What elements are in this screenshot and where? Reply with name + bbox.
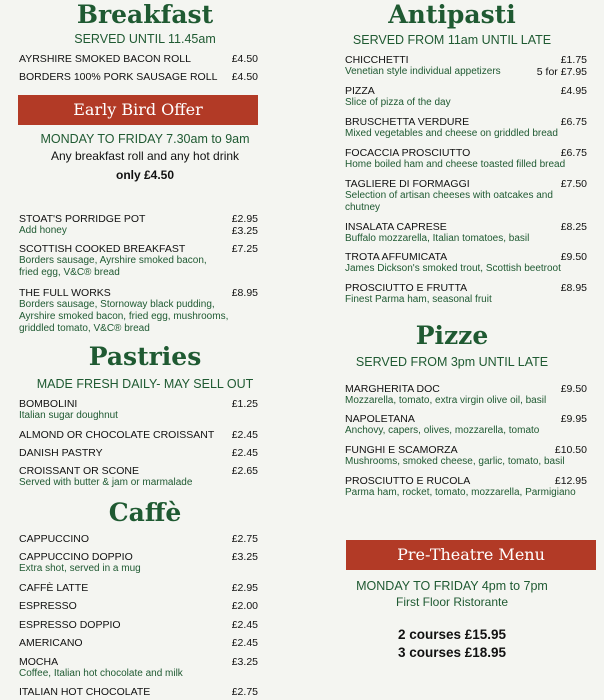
item-price: £3.25 [231,656,258,668]
item-desc: chutney [345,202,381,213]
item-desc: Ayrshire smoked bacon, fried egg, mushrooms, [19,311,229,322]
item-name: FOCACCIA PROSCIUTTO [345,147,471,159]
antipasti-title: Antipasti [388,0,516,29]
item-price: £4.50 [231,53,258,65]
item-desc: Finest Parma ham, seasonal fruit [345,294,492,305]
item-price: £6.75 [560,147,587,159]
item-name: TROTA AFFUMICATA [345,251,448,263]
item-name: THE FULL WORKS [19,287,111,299]
item-price: £2.95 [231,582,258,594]
item-desc: Italian sugar doughnut [19,410,118,421]
item-desc: Mixed vegetables and cheese on griddled bread [345,128,558,139]
item-name: ESPRESSO DOPPIO [19,619,121,631]
item-price: £9.50 [560,383,587,395]
item-name: DANISH PASTRY [19,447,103,459]
item-price: £8.95 [560,282,587,294]
item-desc: Borders sausage, Stornoway black pudding, [19,299,215,310]
item-price: £2.95 [231,213,258,225]
item-price: £2.65 [231,465,258,477]
item-name: INSALATA CAPRESE [345,221,447,233]
item-price: £2.00 [231,600,258,612]
caffe-title: Caffè [108,498,182,527]
breakfast-subtitle: SERVED UNTIL 11.45am [74,32,216,46]
item-name: CROISSANT OR SCONE [19,465,139,477]
pre-theatre-2-courses: 2 courses £15.95 [397,627,507,642]
item-name: BORDERS 100% PORK SAUSAGE ROLL [19,71,218,83]
item-price: £1.25 [231,398,258,410]
item-name: MOCHA [19,656,59,668]
item-desc: Selection of artisan cheeses with oatcakes and [345,190,553,201]
pre-theatre-banner: Pre-Theatre Menu [346,540,596,570]
item-price: £3.25 [231,225,258,237]
item-name: STOAT'S PORRIDGE POT [19,213,146,225]
item-name: FUNGHI E SCAMORZA [345,444,458,456]
item-desc: Parma ham, rocket, tomato, mozzarella, Parmigiano [345,487,576,498]
pre-theatre-3-courses: 3 courses £18.95 [397,645,507,660]
item-price: £4.95 [560,85,587,97]
item-desc: Served with butter & jam or marmalade [19,477,193,488]
item-name: TAGLIERE DI FORMAGGI [345,178,470,190]
item-price: £9.95 [560,413,587,425]
item-price: £2.75 [231,533,258,545]
item-price: £10.50 [554,444,587,456]
item-desc: Slice of pizza of the day [345,97,451,108]
item-desc: fried egg, V&C® bread [19,267,120,278]
early-bird-price: only £4.50 [115,168,175,182]
item-name: SCOTTISH COOKED BREAKFAST [19,243,186,255]
item-name: CAPPUCCINO DOPPIO [19,551,133,563]
pizze-subtitle: SERVED FROM 3pm UNTIL LATE [355,355,549,369]
item-name: MARGHERITA DOC [345,383,440,395]
antipasti-subtitle: SERVED FROM 11am UNTIL LATE [352,33,552,47]
item-name: PROSCIUTTO E FRUTTA [345,282,468,294]
item-name: ITALIAN HOT CHOCOLATE [19,686,151,698]
early-bird-hours: MONDAY TO FRIDAY 7.30am to 9am [40,132,250,146]
item-price: £2.45 [231,429,258,441]
item-name: NAPOLETANA [345,413,415,425]
item-desc: Buffalo mozzarella, Italian tomatoes, basil [345,233,530,244]
item-price: £2.45 [231,619,258,631]
item-price: £8.25 [560,221,587,233]
item-desc: Coffee, Italian hot chocolate and milk [19,668,183,679]
item-name: ESPRESSO [19,600,77,612]
item-price: £2.75 [231,686,258,698]
item-price: £4.50 [231,71,258,83]
item-price: £7.50 [560,178,587,190]
item-desc: griddled tomato, V&C® bread [19,323,150,334]
item-name: PIZZA [345,85,375,97]
item-desc: Mushrooms, smoked cheese, garlic, tomato, basil [345,456,565,467]
item-price: £6.75 [560,116,587,128]
item-price: £12.95 [554,475,587,487]
item-desc: Add honey [19,225,67,236]
item-desc: Borders sausage, Ayrshire smoked bacon, [19,255,207,266]
item-price: £3.25 [231,551,258,563]
breakfast-title: Breakfast [76,0,214,29]
item-price: £8.95 [231,287,258,299]
item-name: PROSCIUTTO E RUCOLA [345,475,471,487]
item-name: BRUSCHETTA VERDURE [345,116,470,128]
item-name: ALMOND OR CHOCOLATE CROISSANT [19,429,215,441]
item-name: BOMBOLINI [19,398,78,410]
pastries-subtitle: MADE FRESH DAILY- MAY SELL OUT [36,377,254,391]
pizze-title: Pizze [415,321,489,350]
item-desc: Extra shot, served in a mug [19,563,141,574]
item-price: £2.45 [231,637,258,649]
item-price: £2.45 [231,447,258,459]
item-price: £7.25 [231,243,258,255]
item-name: AYRSHIRE SMOKED BACON ROLL [19,53,191,65]
early-bird-banner: Early Bird Offer [18,95,258,125]
pastries-title: Pastries [88,342,202,371]
item-desc: James Dickson's smoked trout, Scottish beetroot [345,263,561,274]
item-name: CAPPUCCINO [19,533,90,545]
item-price: £1.75 [560,54,587,66]
item-desc: Anchovy, capers, olives, mozzarella, tomato [345,425,540,436]
item-desc: Venetian style individual appetizers [345,66,501,77]
item-price: 5 for £7.95 [536,66,587,78]
item-desc: Mozzarella, tomato, extra virgin olive oil, basil [345,395,547,406]
item-name: CAFFÈ LATTE [19,582,89,594]
item-name: AMERICANO [19,637,83,649]
item-name: CHICCHETTI [345,54,409,66]
pre-theatre-hours: MONDAY TO FRIDAY 4pm to 7pm [356,579,548,593]
item-price: £9.50 [560,251,587,263]
early-bird-deal: Any breakfast roll and any hot drink [50,149,240,163]
item-desc: Home boiled ham and cheese toasted filled bread [345,159,566,170]
pre-theatre-location: First Floor Ristorante [395,595,509,609]
